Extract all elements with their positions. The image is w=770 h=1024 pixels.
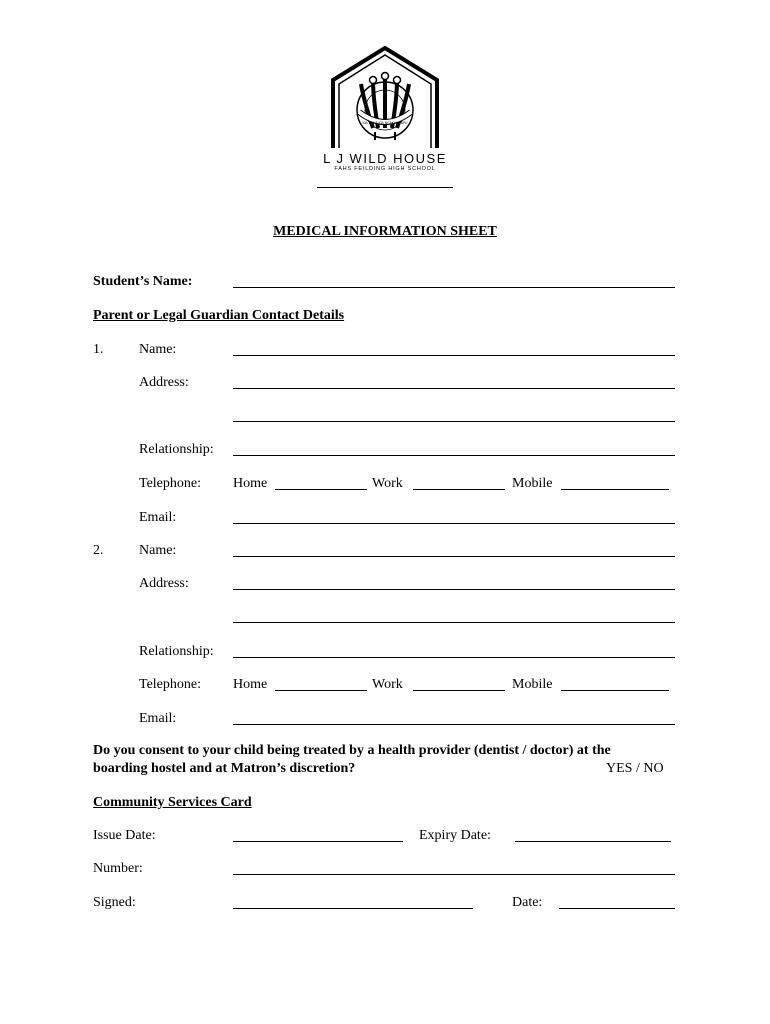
contact-2-email-field[interactable] [233,724,675,725]
number-field[interactable] [233,874,675,875]
contact-2-address-field-2[interactable] [233,622,675,623]
contact-1-address-field-2[interactable] [233,421,675,422]
contact-2-relationship-field[interactable] [233,657,675,658]
logo-motto: KIA KAHA KIA NGAKAU TAPU [362,121,408,125]
student-name-label: Student’s Name: [93,274,193,289]
contact-1-mobile-field[interactable] [561,489,669,490]
contact-2-home-field[interactable] [275,690,367,691]
contact-2-work-field[interactable] [413,690,505,691]
consent-question-line-1: Do you consent to your child being treated by a health provider (dentist / doctor) at the [93,743,611,758]
date-label: Date: [512,895,543,910]
issue-date-label: Issue Date: [93,828,156,843]
school-logo [315,40,455,190]
number-label: Number: [93,861,143,876]
contact-1-home-field[interactable] [275,489,367,490]
expiry-date-label: Expiry Date: [419,828,491,843]
contact-2-mobile-label: Mobile [512,677,553,692]
contact-1-address-field-1[interactable] [233,388,675,389]
logo-name: L J WILD HOUSE [323,151,447,166]
contact-2-mobile-field[interactable] [561,690,669,691]
logo-subtitle: FAHS FEILDING HIGH SCHOOL [334,166,436,172]
contact-1-number: 1. [93,342,104,357]
contact-1-work-field[interactable] [413,489,505,490]
contact-1-mobile-label: Mobile [512,476,553,491]
contact-2-address-label: Address: [139,576,189,591]
contact-2-name-field[interactable] [233,556,675,557]
issue-date-field[interactable] [233,841,403,842]
signed-label: Signed: [93,895,136,910]
contact-1-address-label: Address: [139,375,189,390]
contact-1-email-label: Email: [139,510,177,525]
contact-1-home-label: Home [233,476,268,491]
consent-yes-no[interactable]: YES / NO [606,761,664,776]
contact-2-work-label: Work [372,677,403,692]
contacts-heading: Parent or Legal Guardian Contact Details [93,308,345,323]
contact-1-telephone-label: Telephone: [139,476,201,491]
contact-1-relationship-label: Relationship: [139,442,214,457]
house-crest-icon [315,40,455,155]
date-field[interactable] [559,908,675,909]
logo-divider [317,187,453,188]
contact-2-address-field-1[interactable] [233,589,675,590]
contact-2-number: 2. [93,543,104,558]
contact-2-telephone-label: Telephone: [139,677,201,692]
csc-heading: Community Services Card [93,795,252,810]
contact-2-name-label: Name: [139,543,177,558]
signature-field[interactable] [233,908,473,909]
contact-2-relationship-label: Relationship: [139,644,214,659]
student-name-field[interactable] [233,287,675,288]
expiry-date-field[interactable] [515,841,671,842]
consent-question-line-2: boarding hostel and at Matron’s discretion? [93,761,356,776]
contact-1-email-field[interactable] [233,523,675,524]
page-title: MEDICAL INFORMATION SHEET [273,224,497,239]
contact-2-home-label: Home [233,677,268,692]
contact-1-work-label: Work [372,476,403,491]
contact-2-email-label: Email: [139,711,177,726]
contact-1-name-field[interactable] [233,355,675,356]
contact-1-relationship-field[interactable] [233,455,675,456]
contact-1-name-label: Name: [139,342,177,357]
